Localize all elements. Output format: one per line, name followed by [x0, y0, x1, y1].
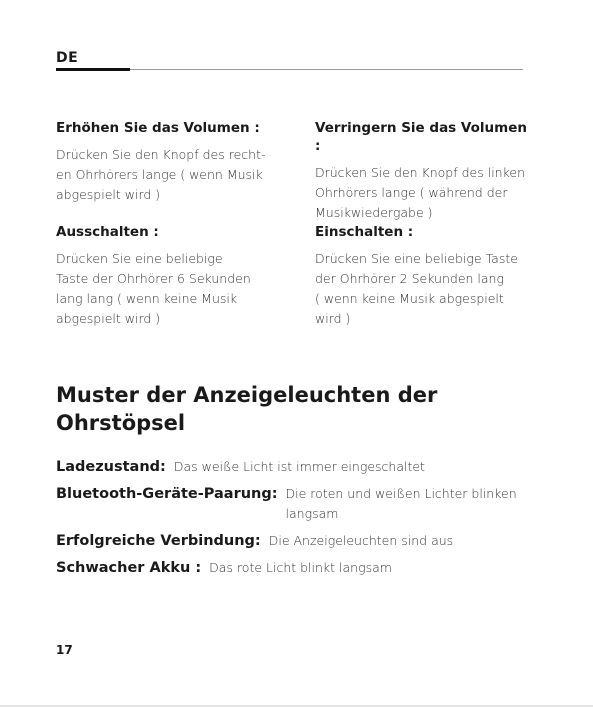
section-body: Drücken Sie den Knopf des recht- en Ohrhörers lange ( wenn Musik abgespielt wird )	[56, 147, 266, 202]
indicator-row-low-battery	[56, 558, 392, 578]
indicator-label: Erfolgreiche Verbindung:	[56, 533, 261, 549]
section-title: Ausschalten :	[56, 224, 159, 240]
language-code: DE	[56, 50, 79, 66]
indicator-row-pairing	[56, 484, 517, 524]
section-title: Erhöhen Sie das Volumen :	[56, 120, 260, 136]
indicator-value: Das rote Licht blinkt langsam	[209, 560, 392, 575]
indicator-label: Schwacher Akku :	[56, 560, 202, 576]
section-power-off	[56, 223, 271, 329]
section-volume-up	[56, 119, 271, 205]
indicator-label: Ladezustand:	[56, 459, 166, 475]
indicator-heading: Muster der Anzeigeleuchten der Ohrstöpsel	[56, 383, 438, 435]
section-title: Verringern Sie das Volumen :	[315, 120, 527, 154]
section-volume-down	[315, 119, 530, 223]
section-body: Drücken Sie eine beliebige Taste der Ohrhörer 6 Sekunden lang lang ( wenn keine Musik abgespielt wird )	[56, 251, 251, 326]
page-number: 17	[56, 643, 73, 657]
indicator-value: Die roten und weißen Lichter blinken langsam	[285, 486, 517, 521]
indicator-row-connected	[56, 531, 453, 551]
indicator-row-charging	[56, 457, 425, 477]
header-divider-accent	[56, 68, 130, 71]
section-body: Drücken Sie eine beliebige Taste der Ohrhörer 2 Sekunden lang ( wenn keine Musik abgespielt wird )	[315, 251, 518, 326]
section-title: Einschalten :	[315, 224, 414, 240]
indicator-value: Das weiße Licht ist immer eingeschaltet	[173, 459, 425, 474]
indicator-label: Bluetooth-Geräte-Paarung:	[56, 486, 278, 502]
indicator-value: Die Anzeigeleuchten sind aus	[268, 533, 454, 548]
section-power-on	[315, 223, 530, 329]
section-body: Drücken Sie den Knopf des linken Ohrhörers lange ( während der Musikwiedergabe )	[315, 165, 525, 220]
